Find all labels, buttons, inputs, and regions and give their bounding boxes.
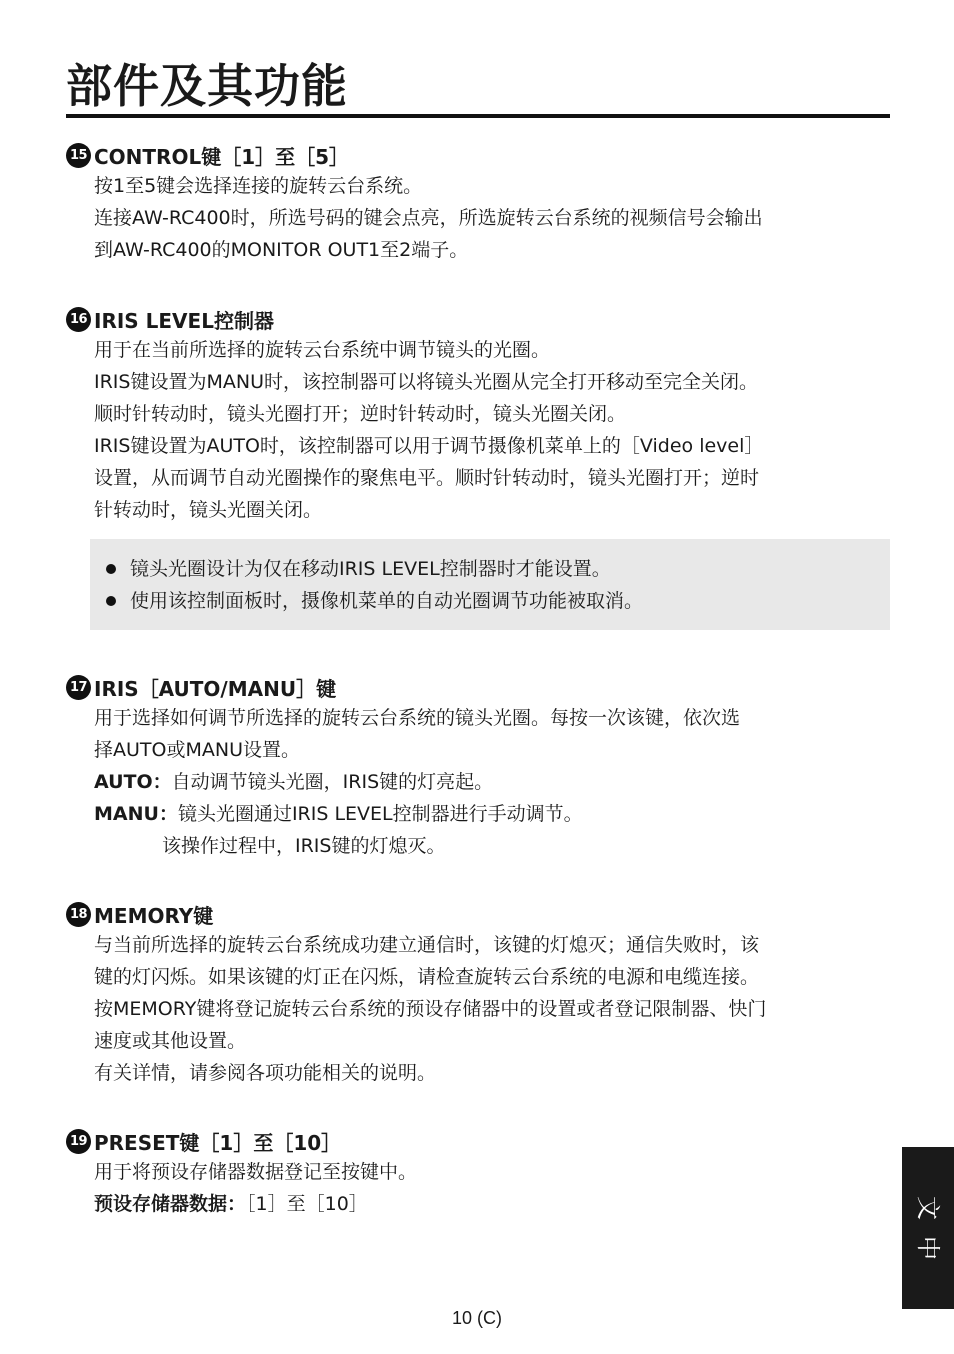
section-body	[94, 334, 892, 526]
body-line: IRIS键设置为MANU时，该控制器可以将镜头光圈从完全打开移动至完全关闭。	[94, 371, 758, 393]
preset-data-value: ［1］至［10］	[246, 1193, 368, 1215]
section-title: PRESET键［1］至［10］	[94, 1130, 342, 1155]
note-box	[90, 539, 890, 630]
section-iris-auto-manu	[66, 672, 892, 862]
page-number: 10 (C)	[451, 1308, 502, 1328]
language-tab	[902, 1147, 954, 1309]
language-tab-char: 文	[914, 1196, 942, 1220]
body-line: 有关详情，请参阅各项功能相关的说明。	[94, 1062, 437, 1084]
title-rule	[66, 114, 890, 118]
section-preset-keys	[66, 1126, 892, 1220]
body-line: 键的灯闪烁。如果该键的灯正在闪烁，请检查旋转云台系统的电源和电缆连接。	[94, 966, 760, 988]
body-line: 顺时针转动时，镜头光圈打开；逆时针转动时，镜头光圈关闭。	[94, 403, 627, 425]
circled-number-icon: 19	[66, 1129, 91, 1154]
body-line: 与当前所选择的旋转云台系统成功建立通信时，该键的灯熄灭；通信失败时，该	[94, 934, 760, 956]
body-line: 用于选择如何调节所选择的旋转云台系统的镜头光圈。每按一次该键，依次选	[94, 707, 741, 729]
preset-data-label: 预设存储器数据：	[94, 1193, 247, 1215]
language-tab-char: 中	[914, 1236, 942, 1260]
mode-text: 镜头光圈通过IRIS LEVEL控制器进行手动调节。	[177, 803, 583, 825]
note-text: 镜头光圈设计为仅在移动IRIS LEVEL控制器时才能设置。	[130, 558, 611, 580]
note-item	[106, 585, 890, 617]
bullet-icon	[106, 596, 116, 606]
circled-number-icon: 16	[66, 307, 91, 332]
section-control-keys	[66, 140, 892, 266]
section-iris-level	[66, 304, 892, 526]
section-heading	[66, 304, 892, 334]
section-title: CONTROL键［1］至［5］	[94, 144, 350, 169]
section-heading	[66, 672, 892, 702]
section-body	[94, 170, 892, 266]
body-line: 到AW-RC400的MONITOR OUT1至2端子。	[94, 239, 469, 261]
mode-label: AUTO：	[94, 771, 172, 793]
body-line: 择AUTO或MANU设置。	[94, 739, 300, 761]
mode-continuation: 该操作过程中，IRIS键的灯熄灭。	[162, 835, 446, 857]
body-line: IRIS键设置为AUTO时，该控制器可以用于调节摄像机菜单上的［Video level］	[94, 435, 764, 457]
note-list	[90, 539, 890, 617]
section-body	[94, 702, 892, 862]
circled-number-icon: 17	[66, 675, 91, 700]
mode-label: MANU：	[94, 803, 178, 825]
section-heading	[66, 899, 892, 929]
mode-text: 自动调节镜头光圈，IRIS键的灯亮起。	[171, 771, 494, 793]
body-line: 用于将预设存储器数据登记至按键中。	[94, 1161, 418, 1183]
section-title: IRIS［AUTO/MANU］键	[94, 676, 337, 701]
body-line: 连接AW-RC400时，所选号码的键会点亮，所选旋转云台系统的视频信号会输出	[94, 207, 763, 229]
body-line: 按1至5键会选择连接的旋转云台系统。	[94, 175, 423, 197]
section-body	[94, 929, 892, 1089]
preset-data-line	[94, 1188, 892, 1220]
note-item	[106, 553, 890, 585]
section-title: MEMORY键	[94, 903, 214, 928]
section-heading	[66, 1126, 892, 1156]
page-title: 部件及其功能	[66, 59, 348, 113]
bullet-icon	[106, 564, 116, 574]
body-line: 针转动时，镜头光圈关闭。	[94, 499, 323, 521]
mode-line-manu	[94, 798, 892, 830]
section-title: IRIS LEVEL控制器	[94, 308, 274, 333]
body-line: 速度或其他设置。	[94, 1030, 247, 1052]
circled-number-icon: 18	[66, 902, 91, 927]
section-body	[94, 1156, 892, 1220]
mode-line-auto	[94, 766, 892, 798]
section-heading	[66, 140, 892, 170]
body-line: 设置，从而调节自动光圈操作的聚焦电平。顺时针转动时，镜头光圈打开；逆时	[94, 467, 760, 489]
body-line: 用于在当前所选择的旋转云台系统中调节镜头的光圈。	[94, 339, 551, 361]
circled-number-icon: 15	[66, 143, 91, 168]
note-text: 使用该控制面板时，摄像机菜单的自动光圈调节功能被取消。	[130, 590, 644, 612]
body-line: 按MEMORY键将登记旋转云台系统的预设存储器中的设置或者登记限制器、快门	[94, 998, 767, 1020]
section-memory-key	[66, 899, 892, 1089]
